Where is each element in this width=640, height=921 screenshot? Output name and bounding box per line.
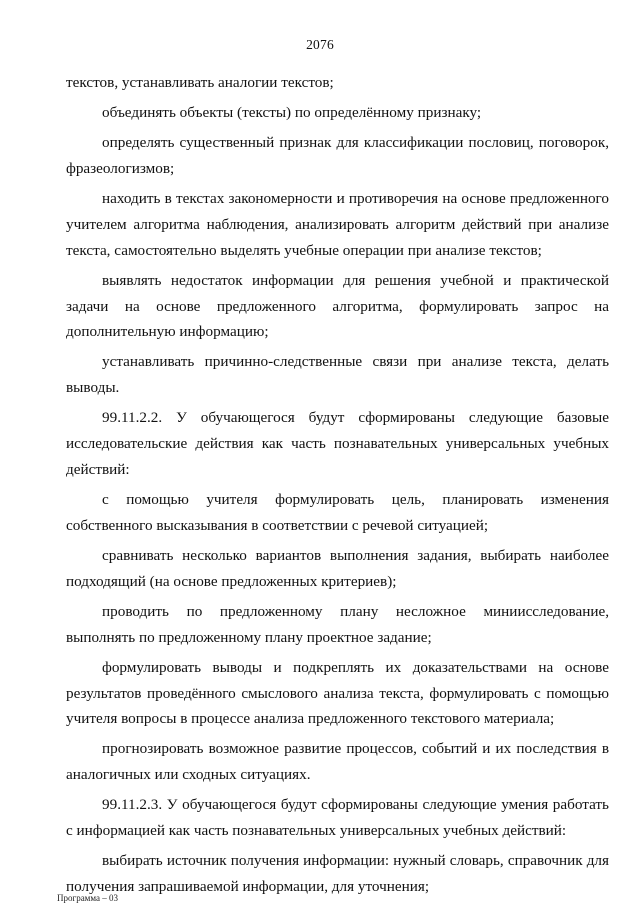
- section-paragraph: 99.11.2.2. У обучающегося будут сформированы следующие базовые исследовательские действия как часть познавательных универсальных учебных действий:: [66, 409, 609, 478]
- paragraph: формулировать выводы и подкреплять их доказательствами на основе результатов проведённого смыслового анализа текста, формулировать с помощью учителя вопросы в процессе анализа предложенного текстового материала;: [66, 658, 609, 728]
- paragraph: находить в текстах закономерности и противоречия на основе предложенного учителем алгоритма наблюдения, анализировать алгоритм действий при анализе текста, самостоятельно выделять учебные операции при анализе текстов;: [66, 190, 609, 259]
- paragraph: определять существенный признак для классификации пословиц, поговорок, фразеологизмов;: [66, 134, 609, 177]
- paragraph: с помощью учителя формулировать цель, планировать изменения собственного высказывания в соответствии с речевой ситуацией;: [66, 491, 609, 534]
- body-text: [66, 70, 609, 904]
- paragraph: сравнивать несколько вариантов выполнения задания, выбирать наиболее подходящий (на основе предложенных критериев);: [66, 546, 609, 590]
- paragraph: выбирать источник получения информации: нужный словарь, справочник для получения запрашиваемой информации, для уточнения;: [66, 852, 609, 895]
- paragraph: проводить по предложенному плану несложное миниисследование, выполнять по предложенному плану проектное задание;: [66, 602, 609, 646]
- paragraph: текстов, устанавливать аналогии текстов;: [66, 74, 334, 91]
- page-number: 2076: [306, 37, 334, 52]
- paragraph: выявлять недостаток информации для решения учебной и практической задачи на основе предложенного алгоритма, формулировать запрос на дополнительную информацию;: [66, 271, 609, 341]
- paragraph: устанавливать причинно-следственные связи при анализе текста, делать выводы.: [66, 353, 609, 397]
- paragraph: объединять объекты (тексты) по определённому признаку;: [102, 104, 482, 122]
- paragraph: прогнозировать возможное развитие процессов, событий и их последствия в аналогичных или сходных ситуациях.: [66, 740, 609, 784]
- section-paragraph: 99.11.2.3. У обучающегося будут сформированы следующие умения работать с информацией как часть познавательных универсальных учебных действий:: [66, 796, 609, 840]
- footer-label: Программа – 03: [57, 893, 119, 903]
